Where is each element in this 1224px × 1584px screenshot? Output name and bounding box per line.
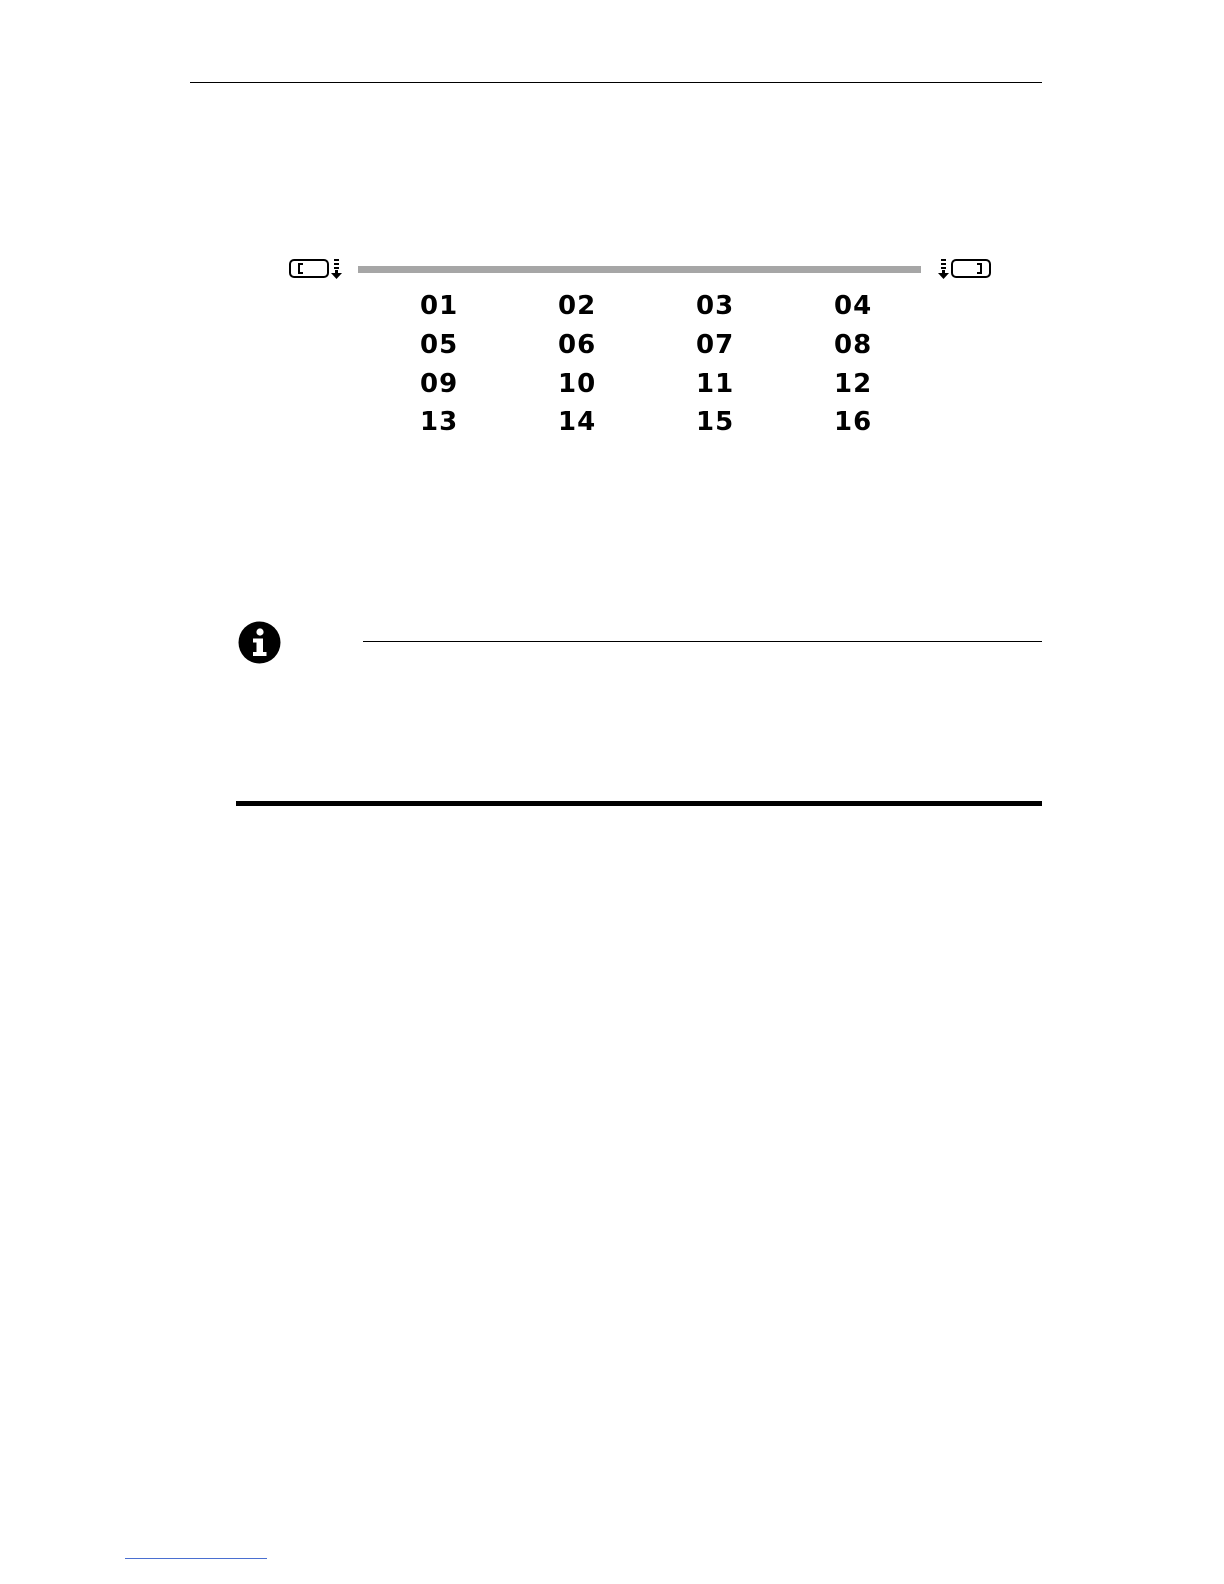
section-end-rule — [236, 801, 1042, 806]
channel-item[interactable]: 11 — [696, 368, 735, 399]
prev-page-button[interactable] — [288, 257, 346, 281]
channel-item[interactable]: 12 — [834, 368, 873, 399]
channel-grid — [400, 287, 900, 442]
next-page-button[interactable] — [934, 257, 992, 281]
channel-item[interactable]: 06 — [558, 329, 597, 360]
footnote-rule — [125, 1558, 267, 1559]
channel-item[interactable]: 04 — [834, 291, 873, 321]
channel-item[interactable]: 10 — [558, 368, 597, 399]
note-rule — [363, 641, 1042, 642]
scroll-track[interactable] — [358, 266, 921, 273]
info-icon — [238, 621, 281, 664]
channel-item[interactable]: 07 — [696, 329, 735, 360]
channel-scrollbar — [288, 257, 992, 281]
channel-item[interactable]: 09 — [420, 368, 459, 399]
channel-item[interactable]: 03 — [696, 291, 735, 321]
bracket-left-scroll-down-icon — [288, 257, 346, 281]
header-rule — [190, 82, 1042, 83]
channel-item[interactable]: 02 — [558, 291, 597, 321]
channel-item[interactable]: 15 — [696, 407, 735, 438]
channel-item[interactable]: 01 — [420, 291, 459, 321]
scroll-down-bracket-right-icon — [934, 257, 992, 281]
channel-item[interactable]: 08 — [834, 329, 873, 360]
channel-item[interactable]: 16 — [834, 407, 873, 438]
channel-item[interactable]: 13 — [420, 407, 459, 438]
channel-item[interactable]: 14 — [558, 407, 597, 438]
channel-item[interactable]: 05 — [420, 329, 459, 360]
